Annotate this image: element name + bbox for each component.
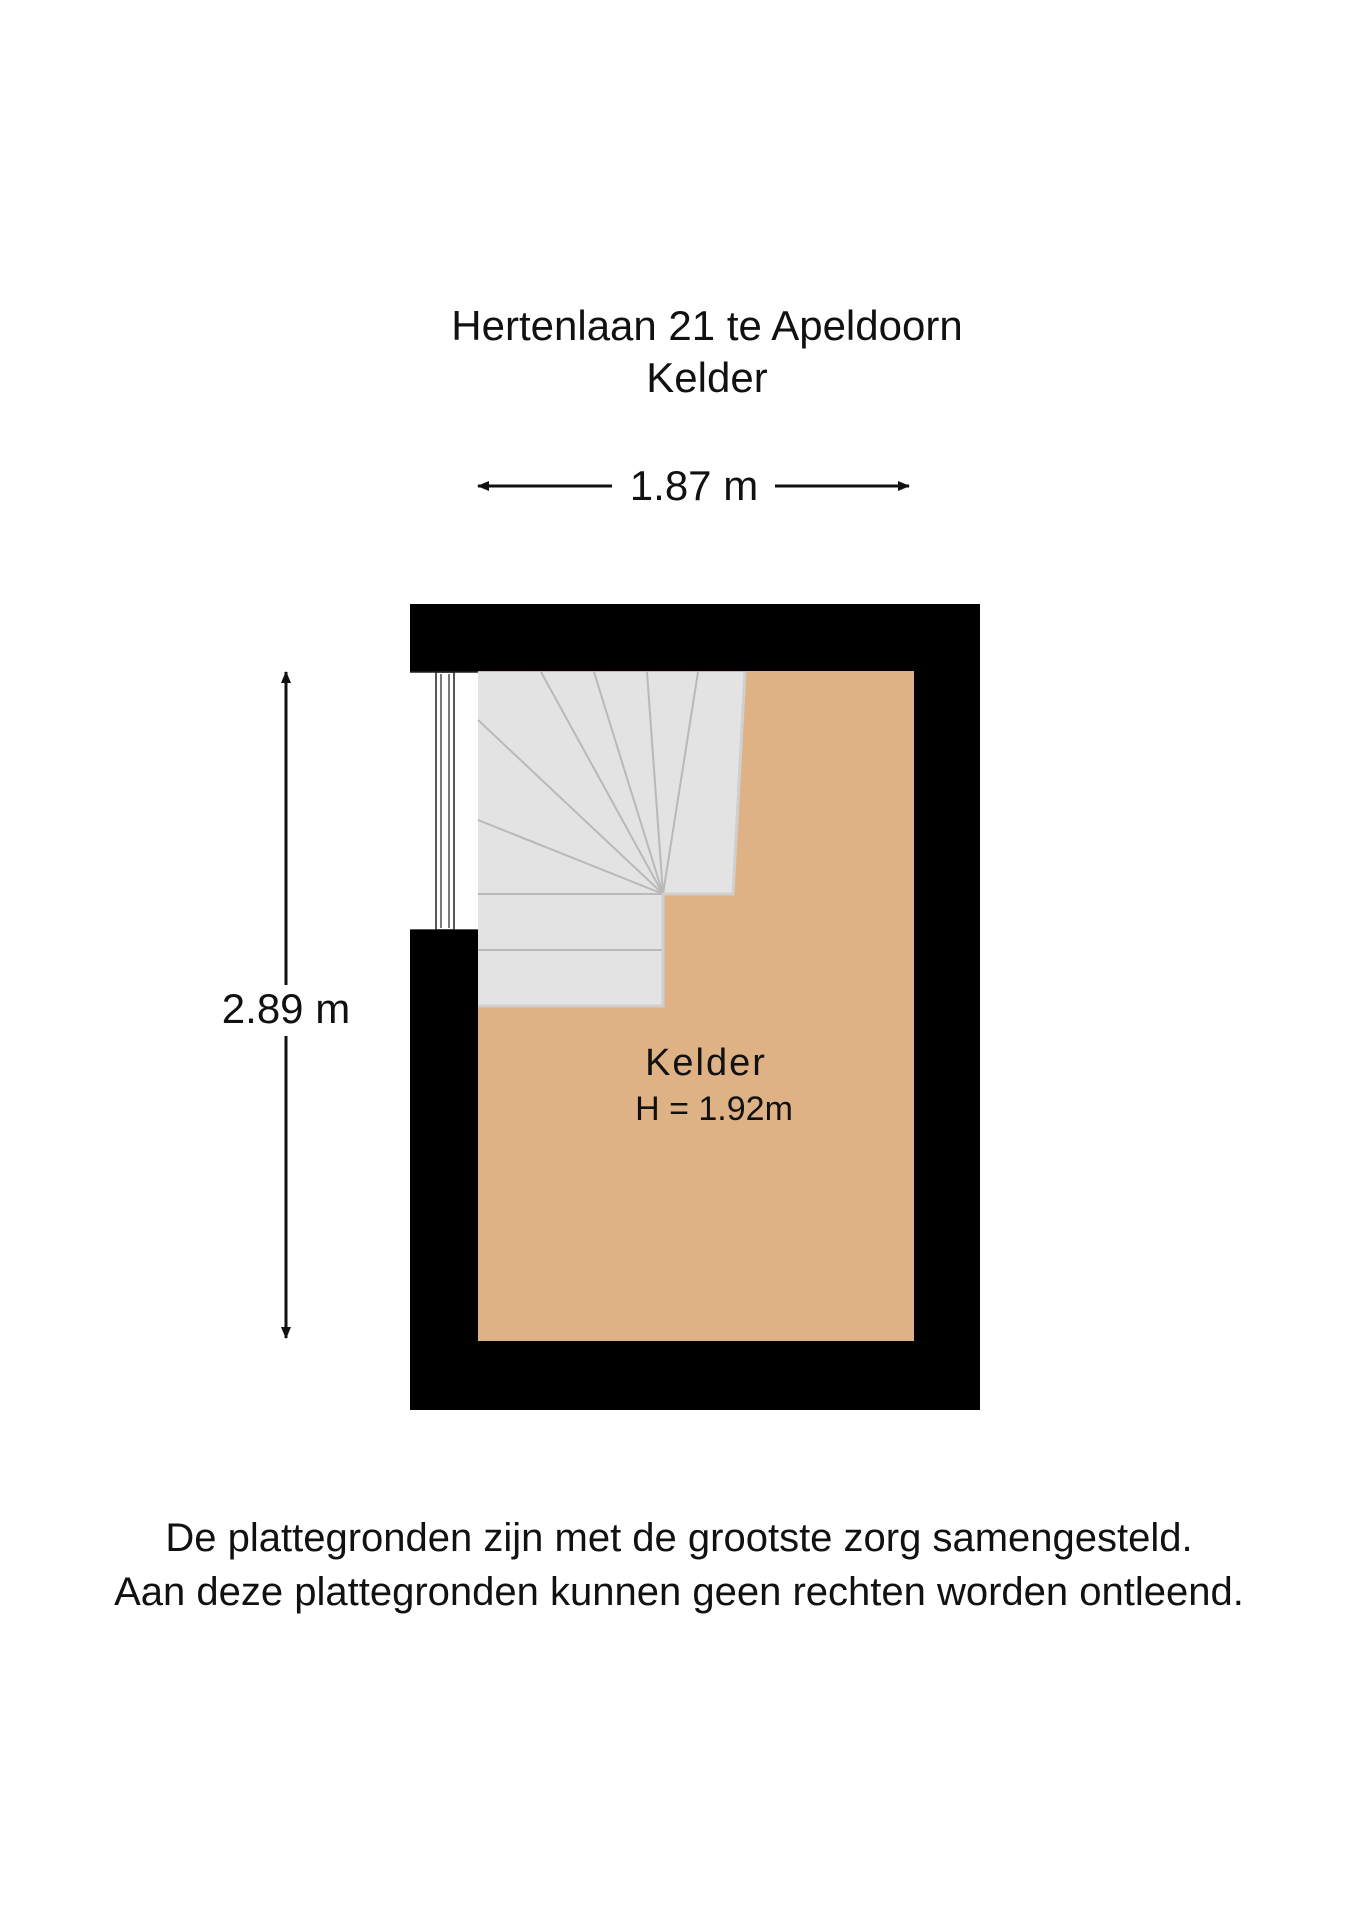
inner-wall-segment	[410, 930, 478, 1341]
room-height: H = 1.92m	[635, 1090, 793, 1128]
plan-title-address: Hertenlaan 21 te Apeldoorn	[451, 302, 963, 349]
plan-title-floor: Kelder	[646, 354, 768, 401]
room-name: Kelder	[645, 1042, 767, 1084]
window	[410, 672, 478, 930]
width-dimension-label: 1.87 m	[629, 462, 759, 509]
depth-dimension	[222, 672, 350, 1338]
width-dimension	[478, 462, 909, 509]
disclaimer-line-2: Aan deze plattegronden kunnen geen rechten worden ontleend.	[114, 1570, 1244, 1614]
depth-dimension-label: 2.89 m	[221, 985, 351, 1032]
disclaimer-line-1: De plattegronden zijn met de grootste zorg samengesteld.	[165, 1516, 1193, 1560]
